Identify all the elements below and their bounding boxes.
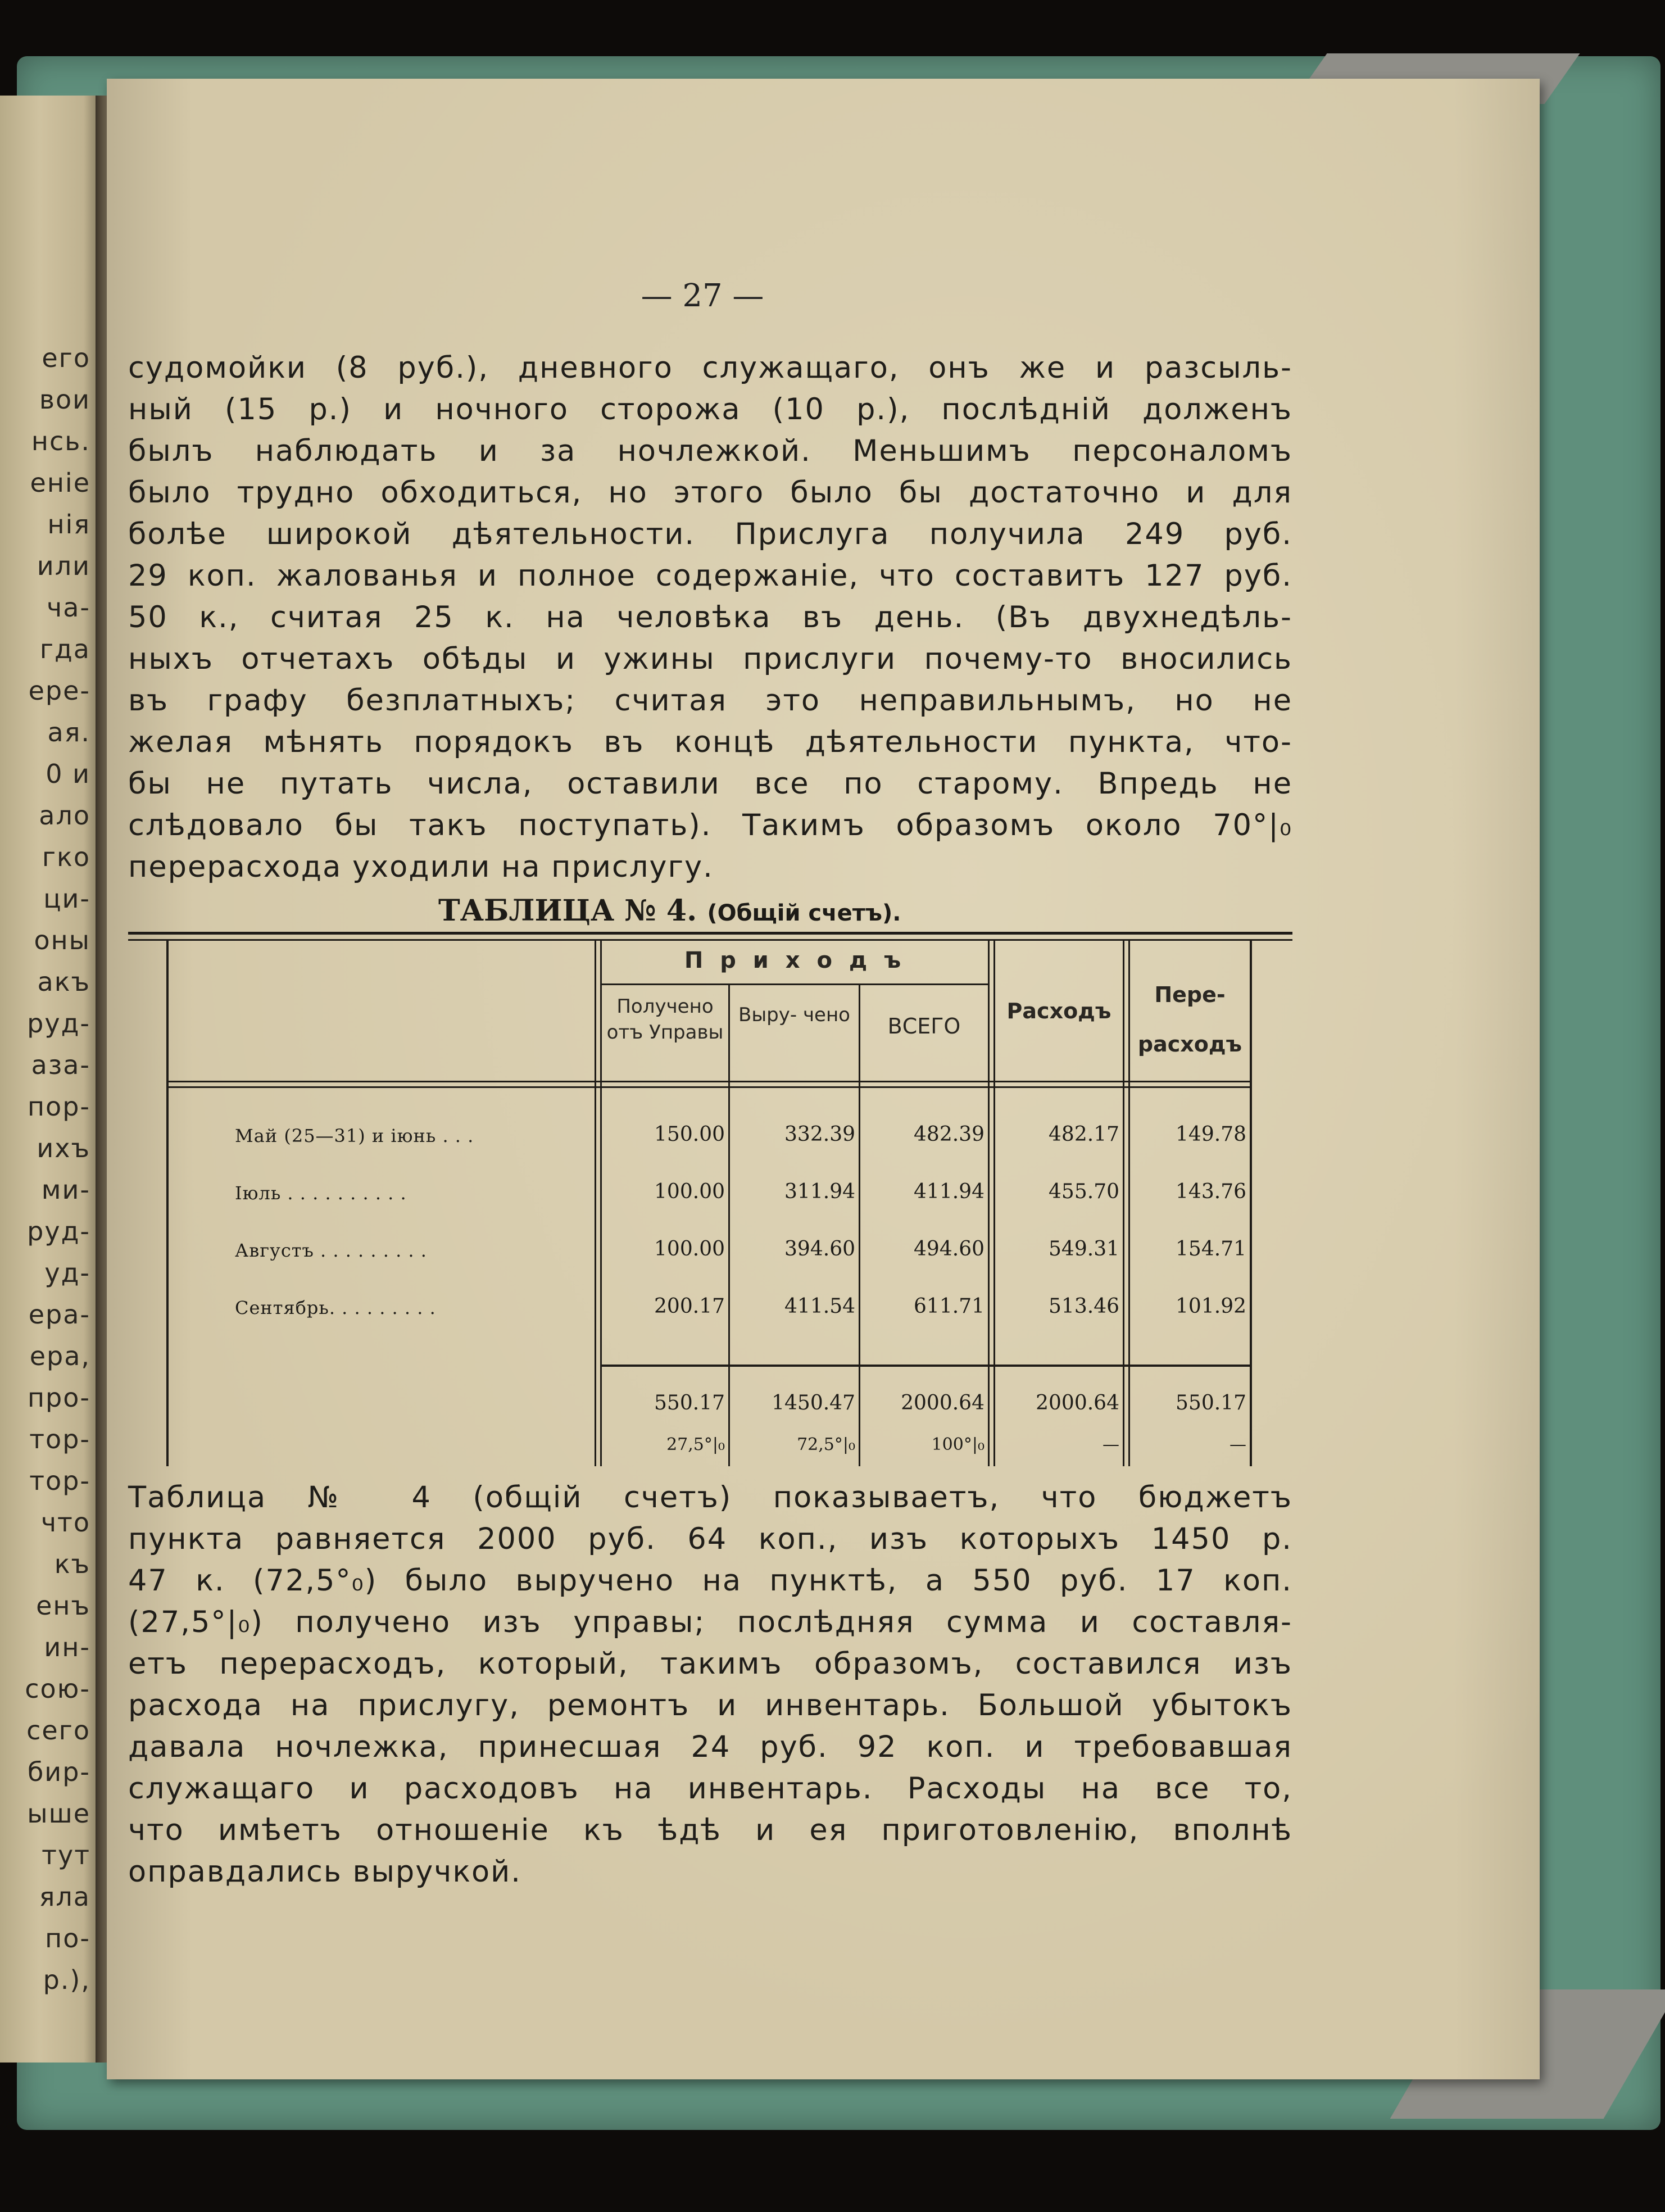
table-cell-expense: 482.17: [1049, 1123, 1119, 1146]
left-page-fragment: вои: [39, 384, 90, 415]
left-page-fragment: или: [37, 551, 90, 581]
table-cell-expense: 455.70: [1049, 1180, 1119, 1203]
left-page-fragment: гда: [39, 634, 90, 664]
table-cell-revenue: 411.54: [784, 1295, 855, 1318]
text-line: служащаго и расходовъ на инвентарь. Расходы на все то,: [128, 1771, 1292, 1806]
table-cell-received: 100.00: [654, 1180, 725, 1203]
text-line: пункта равняется 2000 руб. 64 коп., изъ которыхъ 1450 р.: [128, 1522, 1292, 1556]
left-page-fragment: сою-: [25, 1674, 90, 1704]
table-cell-total: 482.39: [914, 1123, 985, 1146]
text-line: перерасхода уходили на прислугу.: [128, 850, 714, 884]
text-line: желая мѣнять порядокъ въ концѣ дѣятельности пункта, что-: [128, 725, 1292, 759]
table-cell-overspend: 149.78: [1176, 1123, 1246, 1146]
table-vrule-1: [595, 941, 596, 1466]
text-line: судомойки (8 руб.), дневного служащаго, онъ же и разсыль-: [128, 351, 1292, 385]
left-page-fragment: ало: [39, 800, 90, 831]
text-line: (27,5°|₀) получено изъ управы; послѣдняя сумма и составля-: [128, 1605, 1292, 1639]
text-line: давала ночлежка, принесшая 24 руб. 92 коп. и требовавшая: [128, 1730, 1292, 1764]
left-page-fragment: ыше: [27, 1798, 90, 1829]
table-row-label: Май (25—31) и іюнь . . .: [235, 1125, 474, 1146]
paragraph-budget: [128, 1477, 1292, 1893]
left-page-fragment: что: [40, 1507, 90, 1538]
text-line: етъ перерасходъ, который, такимъ образомъ, составился изъ: [128, 1647, 1292, 1681]
table-row-label: Іюль . . . . . . . . . .: [235, 1182, 407, 1204]
table-title: [438, 894, 1113, 928]
text-line: 47 к. (72,5°₀) было выручено на пунктѣ, а 550 руб. 17 коп.: [128, 1563, 1292, 1598]
table-vrule-left: [166, 941, 169, 1466]
left-page-fragment: яла: [39, 1882, 90, 1912]
header-total: ВСЕГО: [887, 1014, 961, 1039]
left-page-fragment: уд-: [44, 1258, 90, 1288]
left-page-edge: [0, 96, 98, 2063]
text-line: болѣе широкой дѣятельности. Прислуга получила 249 руб.: [128, 517, 1292, 551]
table-row-label: Сентябрь. . . . . . . . .: [235, 1297, 436, 1318]
table-vrule-right: [1250, 941, 1252, 1466]
left-page-fragment: ча-: [47, 592, 90, 623]
table-rule-top: [128, 932, 1292, 935]
text-line: что имѣетъ отношеніе къ ѣдѣ и ея приготовленію, вполнѣ: [128, 1813, 1292, 1847]
left-page-fragment: его: [42, 343, 90, 373]
text-line: 29 коп. жалованья и полное содержаніе, что составитъ 127 руб.: [128, 559, 1292, 593]
left-page-fragment: по-: [45, 1923, 90, 1953]
table-percent-expense: —: [1103, 1435, 1119, 1454]
left-page-fragment: аза-: [31, 1050, 90, 1080]
table-total-received: 550.17: [654, 1391, 725, 1415]
left-page-fragment: ци-: [43, 883, 90, 914]
table-cell-revenue: 311.94: [784, 1180, 855, 1203]
text-line: оправдались выручкой.: [128, 1855, 521, 1889]
left-page-fragment: 0 и: [46, 759, 90, 789]
left-page-fragment: пор-: [27, 1091, 90, 1122]
table-percent-total: 100°|₀: [931, 1435, 985, 1454]
left-page-fragment: акъ: [37, 967, 90, 997]
table-rule-top-2: [128, 939, 1292, 941]
left-page-fragment: ая.: [47, 717, 90, 747]
table-cell-expense: 549.31: [1049, 1238, 1119, 1261]
table-cell-overspend: 143.76: [1176, 1180, 1246, 1203]
table-cell-revenue: 394.60: [784, 1238, 855, 1261]
left-page-fragment: нія: [47, 509, 90, 540]
text-line: ный (15 р.) и ночного сторожа (10 р.), послѣдній долженъ: [128, 392, 1292, 427]
text-line: въ графу безплатныхъ; считая это неправильнымъ, но не: [128, 683, 1292, 718]
table-percent-revenue: 72,5°|₀: [797, 1435, 855, 1454]
text-line: ныхъ отчетахъ обѣды и ужины прислуги почему-то вносились: [128, 642, 1292, 676]
left-page-fragment: бир-: [27, 1757, 90, 1787]
left-page-fragment: сего: [26, 1715, 90, 1746]
table-title-main: ТАБЛИЦА № 4.: [438, 894, 697, 928]
left-page-fragment: гко: [42, 842, 90, 872]
table-vrule-5: [1123, 941, 1124, 1466]
table-rule-group: [600, 983, 988, 985]
left-page-fragment: тор-: [29, 1424, 90, 1454]
left-page-fragment: ере-: [28, 676, 90, 706]
table-cell-received: 150.00: [654, 1123, 725, 1146]
left-page-fragment: енъ: [36, 1590, 90, 1621]
table-cell-total: 611.71: [914, 1295, 985, 1318]
left-page-fragment: руд-: [27, 1008, 90, 1039]
table-rule-header-2: [166, 1086, 1252, 1088]
header-revenue: Выру- чено: [738, 1004, 850, 1026]
table-cell-expense: 513.46: [1049, 1295, 1119, 1318]
left-page-fragment: ера-: [28, 1299, 90, 1330]
table-rule-header: [166, 1081, 1252, 1082]
left-page-fragment: къ: [54, 1549, 90, 1579]
left-page-fragment: ера,: [29, 1341, 90, 1371]
text-line: былъ наблюдать и за ночлежкой. Меньшимъ персоналомъ: [128, 434, 1292, 468]
table-cell-received: 100.00: [654, 1238, 725, 1261]
table-cell-total: 411.94: [914, 1180, 985, 1203]
left-page-fragment: ин-: [44, 1632, 90, 1662]
left-page-fragment: р.),: [43, 1965, 90, 1995]
table-cell-overspend: 154.71: [1176, 1238, 1246, 1261]
left-page-fragment: ми-: [41, 1175, 90, 1205]
table-cell-received: 200.17: [654, 1295, 725, 1318]
account-table: [128, 932, 1292, 1471]
text-line: бы не путать числа, оставили все по старому. Впредь не: [128, 767, 1292, 801]
header-income-group: П р и х о д ъ: [684, 948, 906, 973]
table-total-total: 2000.64: [901, 1391, 985, 1415]
table-total-revenue: 1450.47: [772, 1391, 855, 1415]
left-page-fragment: ихъ: [37, 1133, 90, 1163]
header-received-from-board: Получено отъ Управы: [606, 995, 724, 1044]
left-page-fragment: еніе: [30, 468, 90, 498]
header-overspend: Пере- расходъ: [1137, 982, 1242, 1057]
left-page-fragment: нсь.: [31, 426, 90, 456]
page-number: — 27 —: [641, 278, 764, 314]
table-vrule-4: [988, 941, 990, 1466]
text-line: слѣдовало бы такъ поступать). Такимъ образомъ около 70°|₀: [128, 808, 1292, 842]
text-line: 50 к., считая 25 к. на человѣка въ день. (Въ двухнедѣль-: [128, 600, 1292, 634]
text-line: Таблица № 4 (общій счетъ) показываетъ, что бюджетъ: [128, 1480, 1292, 1515]
table-percent-overspend: —: [1230, 1435, 1246, 1454]
left-page-fragment: тут: [42, 1840, 90, 1870]
left-page-fragment: тор-: [29, 1466, 90, 1496]
left-page-fragment: оны: [34, 925, 90, 955]
table-total-overspend: 550.17: [1176, 1391, 1246, 1415]
text-line: было трудно обходиться, но этого было бы достаточно и для: [128, 475, 1292, 510]
left-page-fragment: про-: [27, 1382, 90, 1413]
table-cell-total: 494.60: [914, 1238, 985, 1261]
table-percent-received: 27,5°|₀: [666, 1435, 725, 1454]
paragraph-staff: [128, 347, 1292, 888]
table-cell-overspend: 101.92: [1176, 1295, 1246, 1318]
left-page-fragment: руд-: [27, 1216, 90, 1246]
table-row-label: Августъ . . . . . . . . .: [235, 1240, 427, 1261]
table-cell-revenue: 332.39: [784, 1123, 855, 1146]
table-rule-totals: [600, 1365, 1252, 1367]
text-line: расхода на прислугу, ремонтъ и инвентарь. Большой убытокъ: [128, 1688, 1292, 1723]
table-title-sub: (Общій счетъ).: [707, 900, 901, 926]
table-total-expense: 2000.64: [1036, 1391, 1119, 1415]
header-expense: Расходъ: [1006, 999, 1111, 1023]
